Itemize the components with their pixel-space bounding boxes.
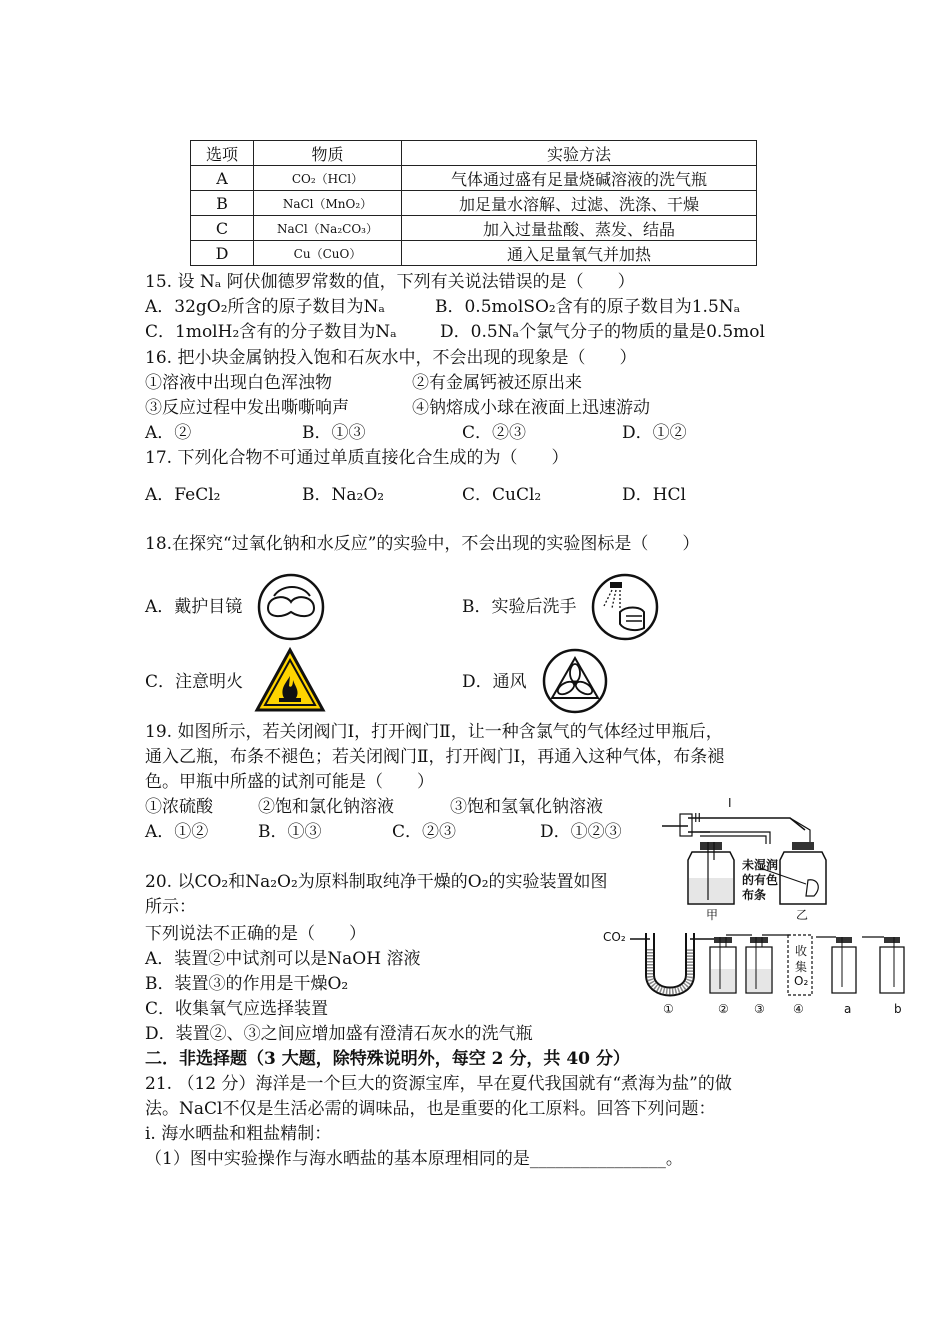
q16-statement-2: ②有金属钙被还原出来 <box>412 373 582 393</box>
section-2-heading: 二．非选择题（3 大题，除特殊说明外，每空 2 分，共 40 分） <box>145 1049 630 1069</box>
q21-line-4: （1）图中实验操作与海水晒盐的基本原理相同的是________________。 <box>145 1149 683 1169</box>
q20-line-3: 下列说法不正确的是（ ） <box>145 924 366 944</box>
table-row <box>191 216 757 241</box>
bottle-jia-label: 甲 <box>706 908 719 922</box>
q15-option-c: C．1molH₂含有的分子数目为Nₐ <box>145 322 397 342</box>
cloth-label-1: 未湿润 <box>742 858 779 872</box>
ventilation-icon <box>542 648 608 714</box>
fire-warning-icon <box>255 648 325 712</box>
goggles-icon <box>256 572 326 642</box>
q19-option-b: B．①③ <box>258 822 322 842</box>
q16-option-a: A．② <box>145 423 192 443</box>
table-cell: B <box>191 191 254 216</box>
q16-statement-3: ③反应过程中发出嘶嘶响声 <box>145 398 349 418</box>
q18-stem: 18.在探究“过氧化钠和水反应”的实验中，不会出现的实验图标是（ ） <box>145 534 700 554</box>
q17-stem: 17. 下列化合物不可通过单质直接化合生成的为（ ） <box>145 448 569 468</box>
table-row <box>191 241 757 266</box>
q20-option-d: D．装置②、③之间应增加盛有澄清石灰水的洗气瓶 <box>145 1024 533 1044</box>
q19-statement-1: ①浓硫酸 <box>145 797 213 817</box>
cloth-label-3: 布条 <box>742 888 767 902</box>
q16-option-c: C．②③ <box>462 423 527 443</box>
q21-line-3: ⅰ. 海水晒盐和粗盐精制： <box>145 1124 332 1144</box>
q19-option-a: A．①② <box>145 822 209 842</box>
device-4-label: ④ <box>793 1002 804 1016</box>
table-row <box>191 166 757 191</box>
q19-line-2: 通入乙瓶，布条不褪色；若关闭阀门Ⅱ，打开阀门Ⅰ，再通入这种气体，布条褪 <box>145 747 725 767</box>
q19-line-3: 色。甲瓶中所盛的试剂可能是（ ） <box>145 772 434 792</box>
bottle-yi-label: 乙 <box>796 908 809 922</box>
collect-label-2: 集 <box>795 960 808 974</box>
table-cell: A <box>191 166 254 191</box>
q20-line-2: 所示： <box>145 897 196 917</box>
q16-stem: 16. 把小块金属钠投入饱和石灰水中，不会出现的现象是（ ） <box>145 348 637 368</box>
cloth-label-2: 的有色 <box>742 873 779 887</box>
q20-line-1: 20. 以CO₂和Na₂O₂为原料制取纯净干燥的O₂的实验装置如图 <box>145 872 608 892</box>
valve-1-label: I <box>728 796 732 810</box>
table-cell: 加入过量盐酸、蒸发、结晶 <box>402 216 757 241</box>
q20-option-a: A．装置②中试剂可以是NaOH 溶液 <box>145 949 421 969</box>
q19-line-1: 19. 如图所示，若关闭阀门Ⅰ，打开阀门Ⅱ，让一种含氯气的气体经过甲瓶后， <box>145 722 723 742</box>
q17-option-a: A．FeCl₂ <box>145 485 221 505</box>
table-cell: NaCl（Na₂CO₃） <box>254 216 402 241</box>
hand-wash-icon <box>590 572 660 642</box>
q18-option-d: D．通风 <box>462 672 527 692</box>
q20-option-c: C．收集氧气应选择装置 <box>145 999 329 1019</box>
table-cell: NaCl（MnO₂） <box>254 191 402 216</box>
q15-option-d: D．0.5Nₐ个氯气分子的物质的量是0.5mol <box>440 322 765 342</box>
q18-option-b: B．实验后洗手 <box>462 597 577 617</box>
table-cell: 加足量水溶解、过滤、洗涤、干燥 <box>402 191 757 216</box>
q16-option-b: B．①③ <box>302 423 366 443</box>
device-2-label: ② <box>718 1002 729 1016</box>
device-a-label: a <box>844 1002 852 1016</box>
q15-option-b: B．0.5molSO₂含有的原子数目为1.5Nₐ <box>435 297 741 317</box>
q16-option-d: D．①② <box>622 423 687 443</box>
q21-line-1: 21. （12 分）海洋是一个巨大的资源宝库，早在夏代我国就有“煮海为盐”的做 <box>145 1074 732 1094</box>
q17-option-d: D．HCl <box>622 485 686 505</box>
table-header: 实验方法 <box>402 141 757 166</box>
collect-label-1: 收 <box>795 944 808 958</box>
q18-option-a: A．戴护目镜 <box>145 597 243 617</box>
co2-inlet-label: CO₂ <box>603 930 626 944</box>
q17-option-c: C．CuCl₂ <box>462 485 542 505</box>
valve-2-label: II <box>694 811 702 825</box>
q20-option-b: B．装置③的作用是干燥O₂ <box>145 974 349 994</box>
table-cell: 气体通过盛有足量烧碱溶液的洗气瓶 <box>402 166 757 191</box>
q15-option-a: A．32gO₂所含的原子数目为Nₐ <box>145 297 385 317</box>
table-row <box>191 191 757 216</box>
options-table <box>190 140 757 266</box>
table-cell: D <box>191 241 254 266</box>
q18-option-c: C．注意明火 <box>145 672 244 692</box>
collect-label-3: O₂ <box>794 974 809 988</box>
table-cell: CO₂（HCl） <box>254 166 402 191</box>
device-b-label: b <box>894 1002 902 1016</box>
q21-line-2: 法。NaCl不仅是生活必需的调味品，也是重要的化工原料。回答下列问题： <box>145 1099 716 1119</box>
q17-option-b: B．Na₂O₂ <box>302 485 385 505</box>
table-header: 物质 <box>254 141 402 166</box>
table-cell: Cu（CuO） <box>254 241 402 266</box>
q20-apparatus-figure <box>600 925 920 1005</box>
device-1-label: ① <box>663 1002 674 1016</box>
q19-statement-3: ③饱和氢氧化钠溶液 <box>450 797 603 817</box>
table-cell: 通入足量氧气并加热 <box>402 241 757 266</box>
device-3-label: ③ <box>754 1002 765 1016</box>
q19-statement-2: ②饱和氯化钠溶液 <box>258 797 394 817</box>
q19-option-d: D．①②③ <box>540 822 622 842</box>
table-header: 选项 <box>191 141 254 166</box>
q16-statement-4: ④钠熔成小球在液面上迅速游动 <box>412 398 650 418</box>
q15-stem: 15. 设 Nₐ 阿伏伽德罗常数的值，下列有关说法错误的是（ ） <box>145 272 635 292</box>
table-header-row <box>191 141 757 166</box>
q19-option-c: C．②③ <box>392 822 457 842</box>
q16-statement-1: ①溶液中出现白色浑浊物 <box>145 373 332 393</box>
table-cell: C <box>191 216 254 241</box>
